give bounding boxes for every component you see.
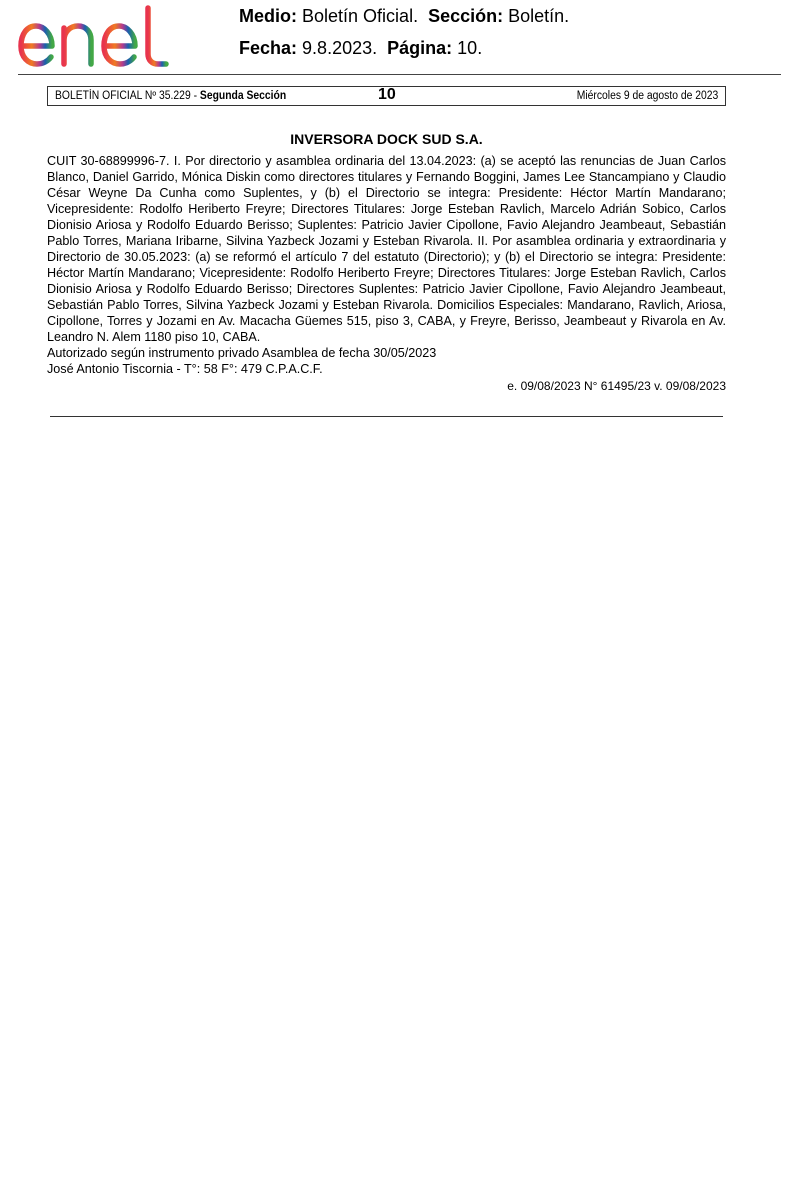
fecha-value: 9.8.2023. xyxy=(302,38,378,58)
header-divider xyxy=(18,74,781,75)
fecha-label: Fecha: xyxy=(239,38,298,58)
meta-line-fecha-pagina xyxy=(239,37,482,59)
medio-value: Boletín Oficial. xyxy=(302,6,419,26)
enel-logo xyxy=(16,4,182,68)
notice-signatory: José Antonio Tiscornia - T°: 58 F°: 479 C.P.A.C.F. xyxy=(47,362,323,376)
bulletin-header xyxy=(47,86,726,106)
pagina-value: 10. xyxy=(457,38,483,58)
meta-line-medio-seccion xyxy=(239,5,569,27)
notice-body xyxy=(47,153,726,377)
medio-label: Medio: xyxy=(239,6,297,26)
bulletin-issue-number: BOLETÍN OFICIAL Nº 35.229 - xyxy=(55,90,198,102)
bulletin-date: Miércoles 9 de agosto de 2023 xyxy=(576,90,718,102)
bulletin-issue xyxy=(55,90,286,102)
notice-paragraph: CUIT 30-68899996-7. I. Por directorio y asamblea ordinaria del 13.04.2023: (a) se aceptó las renuncias de Juan Carlos Blanco, Daniel Garrido, Mónica Diskin como directores titulares y Fernando Boggini, James Lee Stancampiano y Claudio César Weyne Da Cunha como Suplentes, y (b) el Directorio se integra: Presidente: Héctor Martín Mandarano; Vicepresidente: Rodolfo Heriberto Freyre; Directores Titulares: Jorge Esteban Ravlich, Marcelo Adrián Sobico, Carlos Dionisio Ariosa y Rodolfo Eduardo Berisso; Suplentes: Patricio Javier Cipollone, Favio Alejandro Jeambeaut, Sebastián Pablo Torres, Mariana Iribarne, Silvina Yazbeck Jozami y Esteban Rivarola. II. Por asamblea ordinaria y extraordinaria y Directorio de 30.05.2023: (a) se reformó el artículo 7 del estatuto (Directorio); y (b) el Directorio se integra: Presidente: Héctor Martín Mandarano; Vicepresidente: Rodolfo Heriberto Freyre; Directores Titulares: Jorge Esteban Ravlich, Carlos Dionisio Ariosa y Rodolfo Eduardo Berisso; Directores Suplentes: Patricio Javier Cipollone, Favio Alejandro Jeambeaut, Sebastián Pablo Torres, Silvina Yazbeck Jozami y Esteban Rivarola. Domicilios Especiales: Mandarano, Ravlich, Ariosa, Cipollone, Torres y Jozami en Av. Macacha Güemes 515, piso 3, CABA, y Freyre, Berisso, Jeambeaut y Rivarola en Av. Leandro N. Alem 1180 piso 10, CABA. xyxy=(47,154,726,344)
bulletin-page-number: 10 xyxy=(378,86,396,103)
seccion-label: Sección: xyxy=(428,6,504,26)
pagina-label: Página: xyxy=(387,38,453,58)
seccion-value: Boletín. xyxy=(508,6,570,26)
notice-end-divider xyxy=(50,416,723,417)
notice-reference: e. 09/08/2023 N° 61495/23 v. 09/08/2023 xyxy=(507,379,726,393)
bulletin-section: Segunda Sección xyxy=(199,90,287,102)
notice-authorization: Autorizado según instrumento privado Asamblea de fecha 30/05/2023 xyxy=(47,346,437,360)
notice-title: INVERSORA DOCK SUD S.A. xyxy=(290,131,483,147)
